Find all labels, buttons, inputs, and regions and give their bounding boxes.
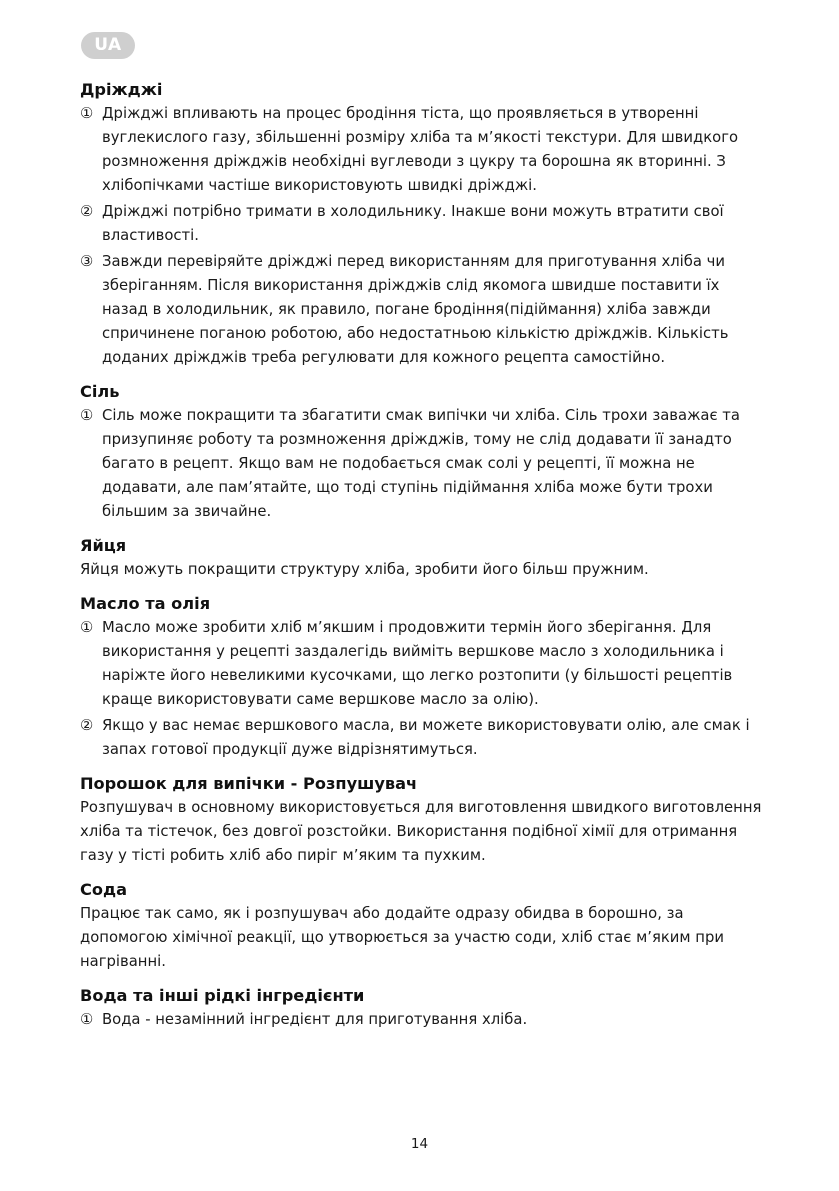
- paragraph: Працює так само, як і розпушувач або додайте одразу обидва в борошно, за допомогою хімічної реакції, що утворюється за участю соди, хліб стає м’яким при нагріванні.: [80, 905, 724, 970]
- section-salt: [80, 380, 766, 524]
- item-text: Якщо у вас немає вершкового масла, ви можете використовувати олію, але смак і запах готової продукції дуже відрізнятимуться.: [102, 717, 750, 758]
- section-title: Масло та олія: [80, 594, 211, 613]
- item-number: ②: [80, 717, 94, 734]
- item-number: ②: [80, 203, 94, 220]
- item-number: ①: [80, 1011, 94, 1028]
- section-title: Яйця: [80, 536, 127, 555]
- item-number: ③: [80, 253, 94, 270]
- page-number: 14: [410, 1136, 429, 1152]
- item-text: Дріжджі впливають на процес бродіння тіста, що проявляється в утворенні вуглекислого газу, збільшенні розміру хліба та м’якості текстури. Для швидкого розмноження дріжджів необхідні вуглеводи з цукру та борошна як вторинні. З хлібопічками частіше використовують швидкі дріжджі.: [102, 105, 739, 194]
- item-text: Дріжджі потрібно тримати в холодильнику. Інакше вони можуть втратити свої властивості.: [102, 203, 724, 244]
- section-title: Вода та інші рідкі інгредієнти: [80, 986, 365, 1005]
- section-title: Порошок для випічки - Розпушувач: [80, 774, 418, 793]
- item-text: Масло може зробити хліб м’якшим і продовжити термін його зберігання. Для використання у рецепті заздалегідь вийміть вершкове масло з холодильника і наріжте його невеликими кусочками, що легко розтопити (у більшості рецептів краще використовувати саме вершкове масло за олію).: [102, 619, 733, 708]
- item-number: ①: [80, 407, 94, 424]
- section-baking-powder: [80, 772, 766, 868]
- list-item: [80, 200, 766, 248]
- paragraph: Розпушувач в основному використовується для виготовлення швидкого виготовлення хліба та тістечок, без довгої розстойки. Використання подібної хімії для отримання газу у тісті робить хліб або пиріг м’яким та пухким.: [80, 799, 762, 864]
- item-text: Сіль може покращити та збагатити смак випічки чи хліба. Сіль трохи заважає та призупиняє роботу та розмноження дріжджів, тому не слід додавати її занадто багато в рецепт. Якщо вам не подобається смак солі у рецепті, її можна не додавати, але пам’ятайте, що тоді ступінь підіймання хліба може бути трохи більшим за звичайне.: [102, 407, 740, 520]
- list-item: [80, 404, 766, 524]
- list-item: [80, 616, 766, 712]
- section-eggs: [80, 534, 766, 582]
- list-item: [80, 1008, 766, 1032]
- section-yeast: [80, 78, 766, 370]
- list-item: [80, 102, 766, 198]
- section-water: [80, 984, 766, 1032]
- section-title: Сіль: [80, 382, 120, 401]
- section-soda: [80, 878, 766, 974]
- list-item: [80, 250, 766, 370]
- item-text: Завжди перевіряйте дріжджі перед використанням для приготування хліба чи зберіганням. Після використання дріжджів слід якомога швидше поставити їх назад в холодильник, як правило, погане бродіння(підіймання) хліба завжди спричинене поганою роботою, або недостатньою кількістю дріжджів. Кількість доданих дріжджів треба регулювати для кожного рецепта самостійно.: [102, 253, 729, 366]
- document-body: [80, 78, 766, 1042]
- paragraph: Яйця можуть покращити структуру хліба, зробити його більш пружним.: [80, 561, 649, 578]
- section-butter: [80, 592, 766, 762]
- item-number: ①: [80, 105, 94, 122]
- item-number: ①: [80, 619, 94, 636]
- list-item: [80, 714, 766, 762]
- section-title: Дріжджі: [80, 80, 163, 99]
- item-text: Вода - незамінний інгредієнт для приготування хліба.: [102, 1011, 528, 1028]
- section-title: Сода: [80, 880, 127, 899]
- language-badge: UA: [81, 32, 135, 59]
